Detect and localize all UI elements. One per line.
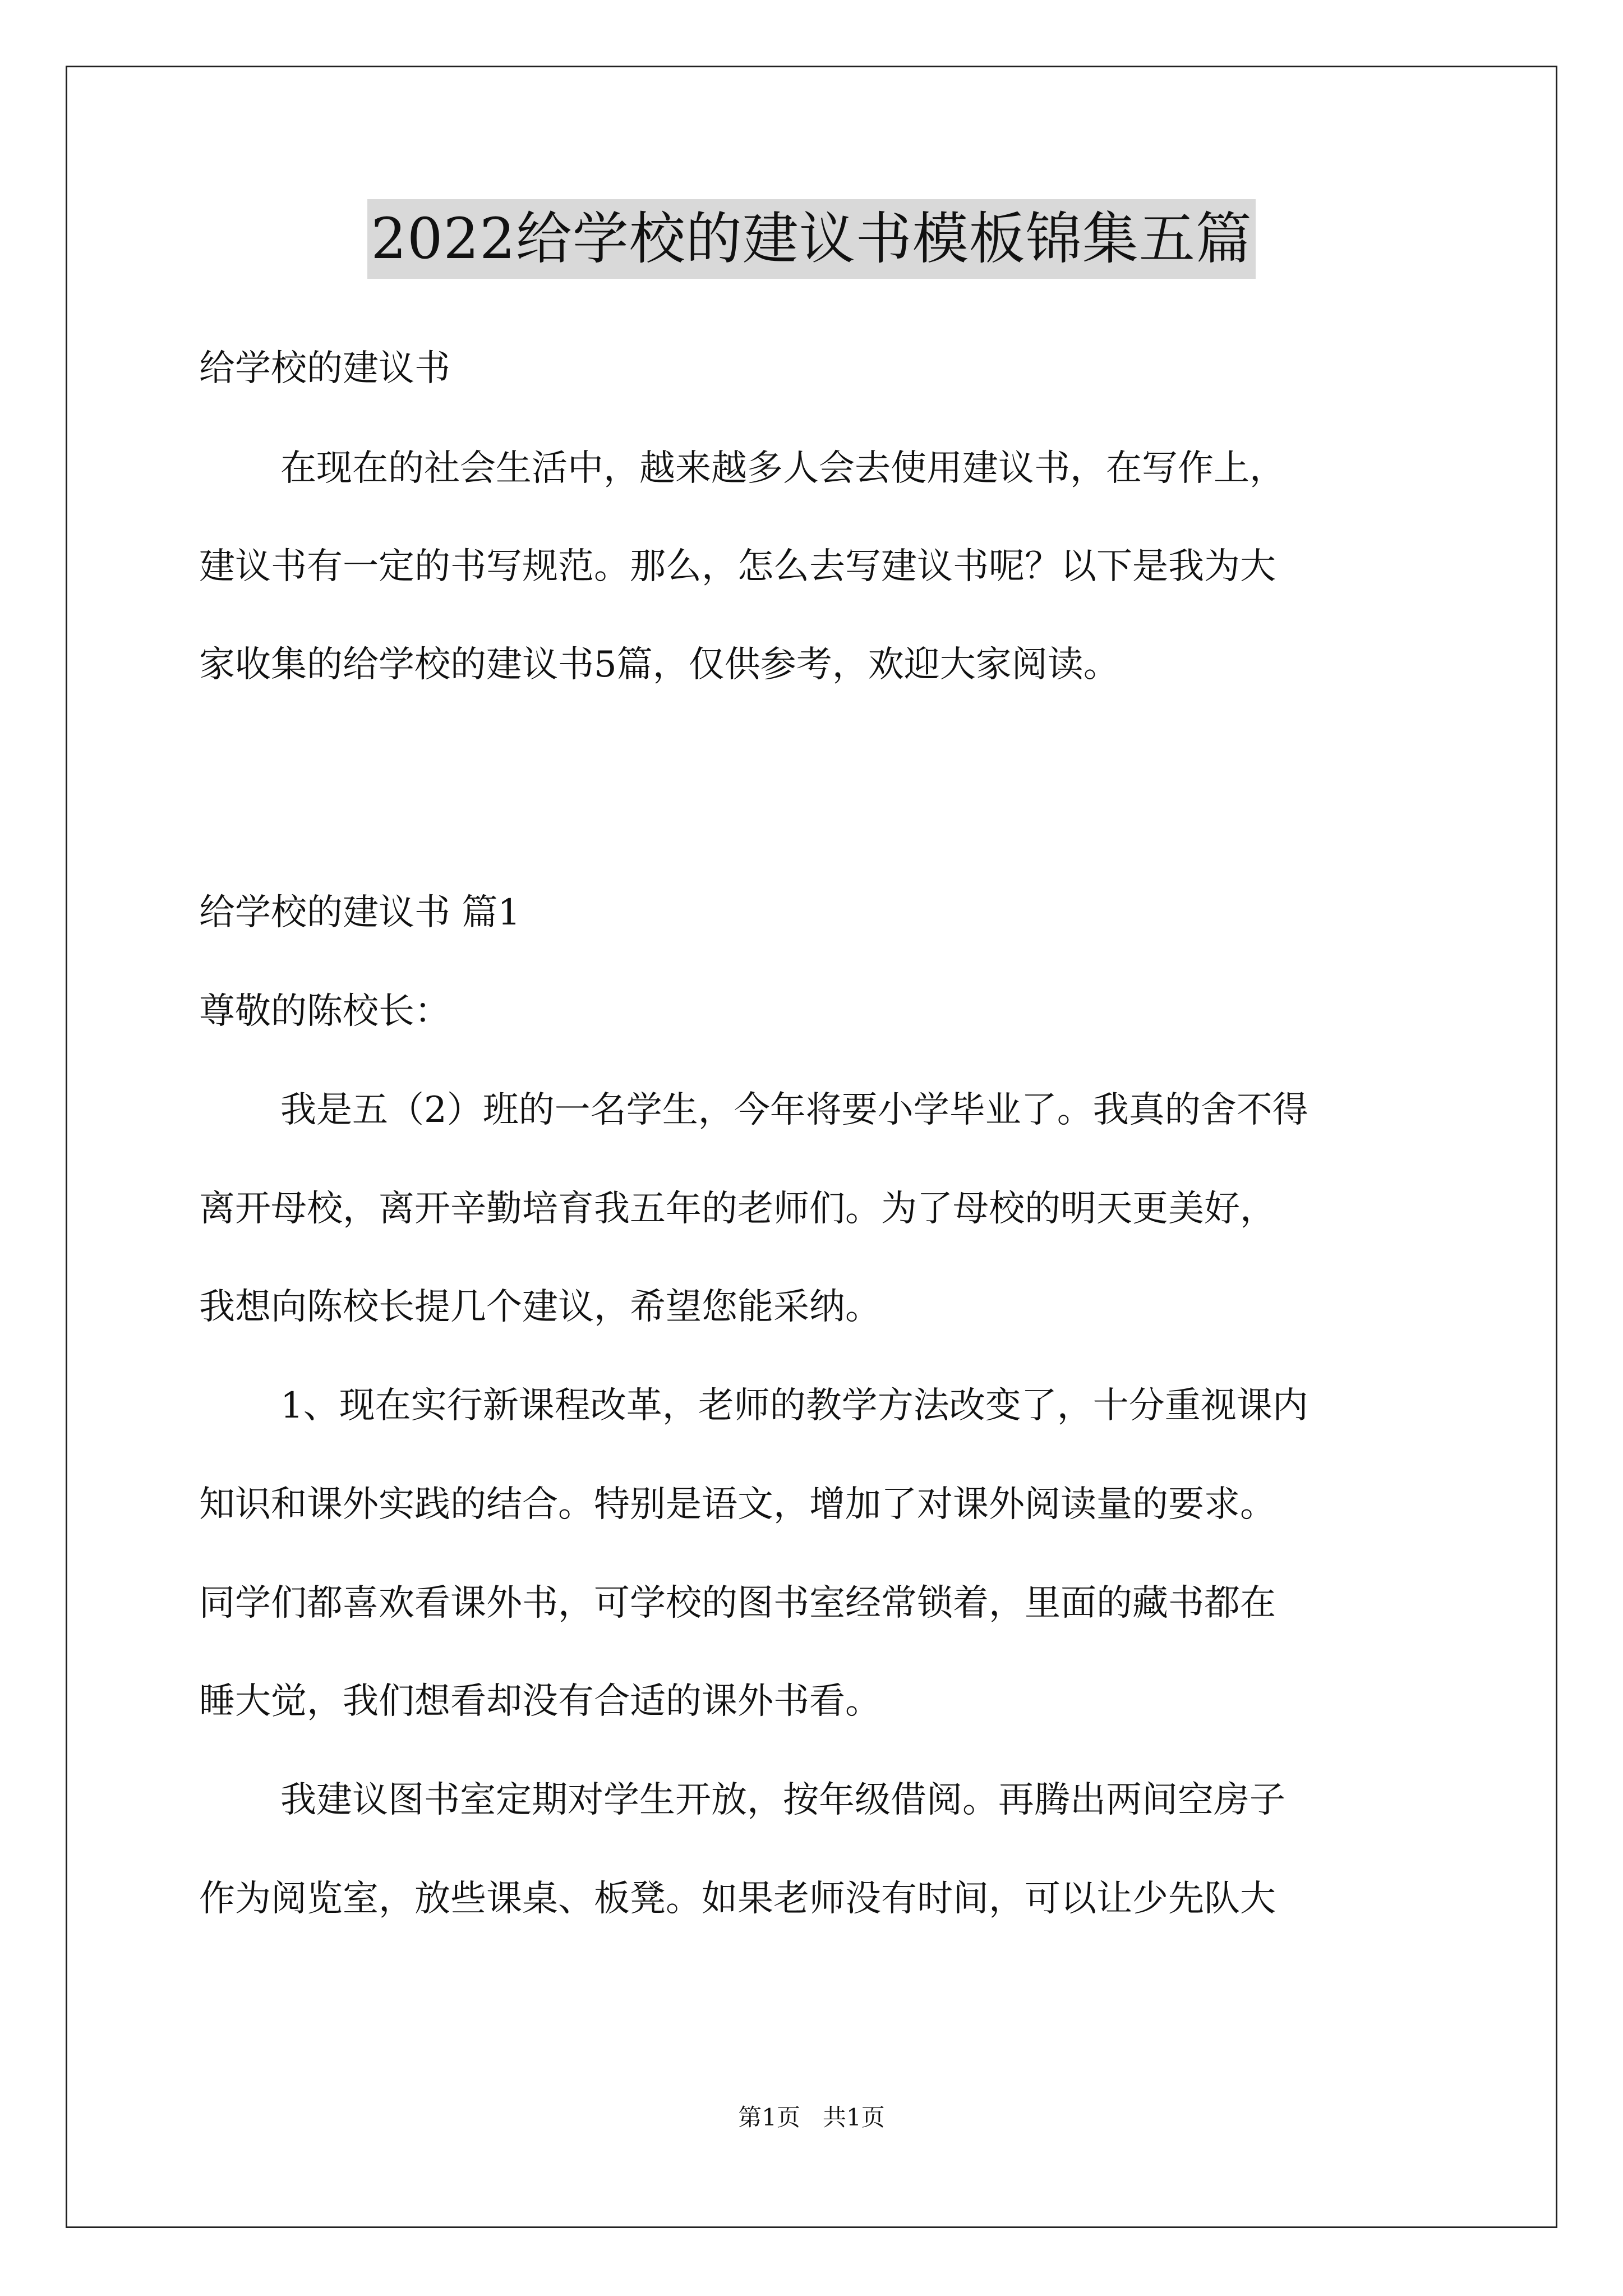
paragraph-line: 作为阅览室，放些课桌、板凳。如果老师没有时间，可以让少先队大 [199, 1878, 1276, 1920]
salutation: 尊敬的陈校长： [199, 991, 450, 1032]
document-title: 2022给学校的建议书模板锦集五篇 [367, 199, 1256, 279]
paragraph-line: 离开母校，离开辛勤培育我五年的老师们。为了母校的明天更美好， [199, 1188, 1276, 1230]
paragraph-line: 我是五（2）班的一名学生，今年将要小学毕业了。我真的舍不得 [280, 1089, 1308, 1131]
page-footer [0, 2101, 1623, 2134]
page-total: 共1页 [823, 2104, 885, 2131]
section-heading: 给学校的建议书 篇1 [199, 892, 521, 933]
intro-line: 家收集的给学校的建议书5篇，仅供参考，欢迎大家阅读。 [199, 644, 1119, 685]
page-number: 第1页 [738, 2104, 800, 2131]
paragraph-line: 我想向陈校长提几个建议，希望您能采纳。 [199, 1286, 881, 1328]
intro-line: 在现在的社会生活中，越来越多人会去使用建议书，在写作上， [280, 448, 1285, 489]
paragraph-line: 睡大觉，我们想看却没有合适的课外书看。 [199, 1681, 881, 1722]
intro-line: 建议书有一定的书写规范。那么，怎么去写建议书呢？以下是我为大 [199, 546, 1276, 587]
paragraph-line: 1、现在实行新课程改革，老师的教学方法改变了，十分重视课内 [280, 1385, 1308, 1427]
document-subtitle: 给学校的建议书 [199, 348, 450, 389]
paragraph-line: 知识和课外实践的结合。特别是语文，增加了对课外阅读量的要求。 [199, 1484, 1276, 1525]
paragraph-line: 我建议图书室定期对学生开放，按年级借阅。再腾出两间空房子 [280, 1779, 1285, 1821]
title-container [0, 199, 1623, 279]
paragraph-line: 同学们都喜欢看课外书，可学校的图书室经常锁着，里面的藏书都在 [199, 1582, 1276, 1624]
